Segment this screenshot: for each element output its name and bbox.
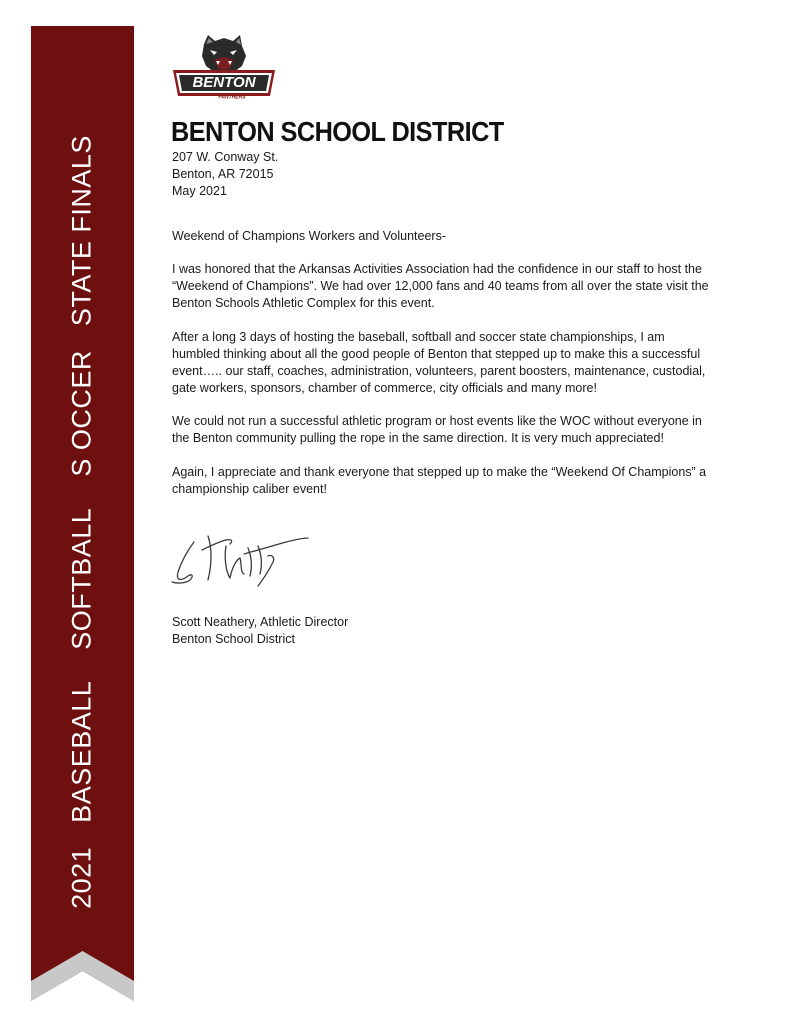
- signer-organization: Benton School District: [172, 632, 295, 646]
- letter-paragraph-1: I was honored that the Arkansas Activities Association had the confidence in our staff to host the “Weekend of Champions”. We had over 12,000 fans and 40 teams from all over the state visit the Benton Schools Athletic Complex for this event.: [172, 262, 709, 310]
- side-banner: [31, 26, 134, 1001]
- letter-greeting: Weekend of Champions Workers and Volunteers-: [172, 229, 446, 243]
- letter-paragraph-4: Again, I appreciate and thank everyone that stepped up to make the “Weekend Of Champions” a championship caliber event!: [172, 465, 707, 496]
- letter-date: May 2021: [172, 184, 227, 198]
- benton-panthers-logo: [170, 30, 278, 100]
- logo-subtitle: PANTHERS: [218, 94, 246, 100]
- district-name: BENTON SCHOOL DISTRICT: [171, 116, 504, 147]
- signer-name-title: Scott Neathery, Athletic Director: [172, 615, 349, 629]
- panther-icon: [202, 35, 246, 75]
- address-street: 207 W. Conway St.: [172, 150, 279, 164]
- letter-paragraph-3: We could not run a successful athletic program or host events like the WOC without everyone in the Benton community pulling the rope in the same direction. It is very much appreciated!: [172, 414, 702, 445]
- banner-title: 2021 BASEBALL SOFTBALL S OCCER STATE FINALS: [66, 135, 97, 909]
- handwritten-signature: [168, 528, 313, 590]
- logo-wordmark: BENTON: [192, 74, 256, 91]
- letter-paragraph-2: After a long 3 days of hosting the baseball, softball and soccer state championships, I am humbled thinking about all the good people of Benton that stepped up to make this a successful event….. our staff, coaches, administration, volunteers, parent boosters, maintenance, custodial, gate workers, sponsors, chamber of commerce, city officials and many more!: [172, 330, 706, 395]
- address-city: Benton, AR 72015: [172, 167, 274, 181]
